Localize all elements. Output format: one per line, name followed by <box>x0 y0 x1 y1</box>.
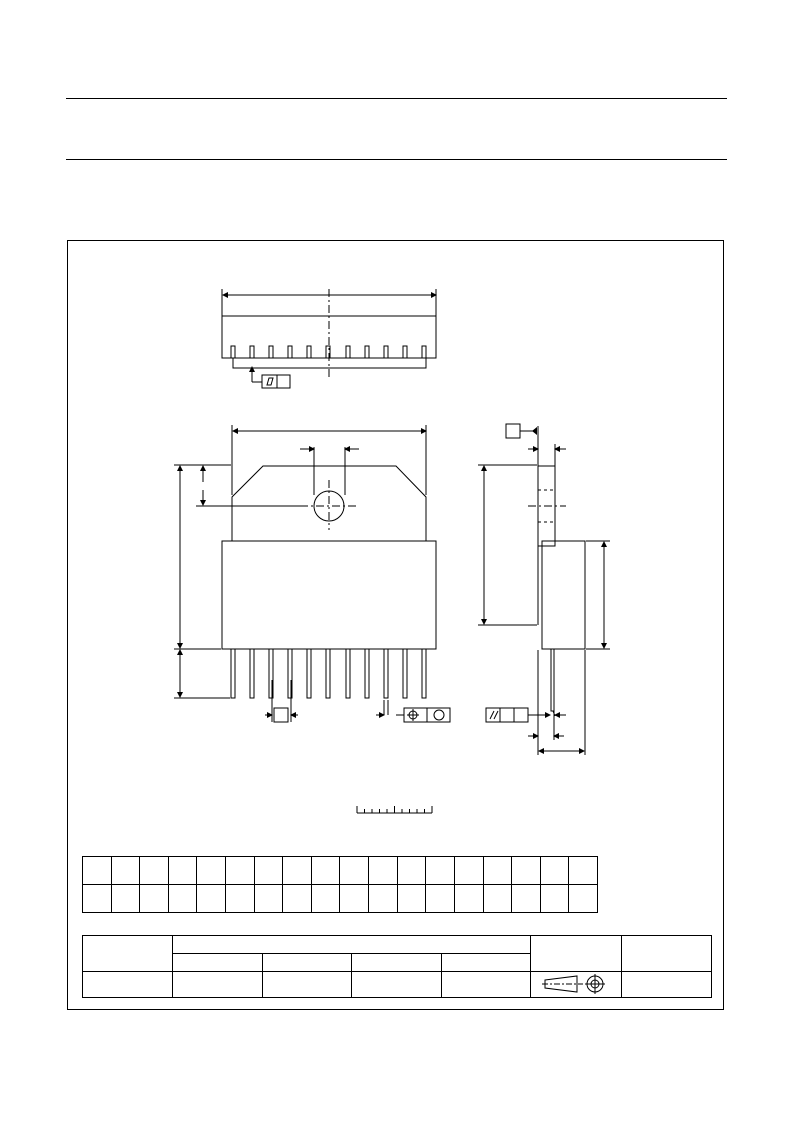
reference-subheader-cell <box>441 954 530 972</box>
table-cell <box>540 857 569 885</box>
scale-bar <box>357 806 432 813</box>
table-cell <box>111 857 140 885</box>
flatness-frame <box>262 375 290 388</box>
table-cell <box>254 885 283 913</box>
issue-date-header-cell <box>621 936 711 972</box>
projection-cell <box>531 972 621 998</box>
table-cell <box>454 857 483 885</box>
table-cell <box>540 885 569 913</box>
table-cell <box>397 857 426 885</box>
table-cell <box>340 857 369 885</box>
table-cell <box>426 857 455 885</box>
datum-frame <box>506 424 520 438</box>
table-cell <box>311 885 340 913</box>
table-cell <box>283 885 312 913</box>
dimension-table <box>82 856 598 913</box>
table-cell <box>369 885 398 913</box>
table-cell <box>254 857 283 885</box>
reference-value-cell <box>262 972 351 998</box>
outline-version-table <box>82 935 712 998</box>
table-cell <box>140 857 169 885</box>
projection-header-cell <box>531 936 621 972</box>
table-row <box>83 857 598 885</box>
reference-subheader-cell <box>262 954 351 972</box>
top-view <box>222 289 436 388</box>
table-cell <box>226 885 255 913</box>
outline-version-value <box>83 972 173 998</box>
reference-subheader-cell <box>352 954 441 972</box>
reference-value-cell <box>173 972 262 998</box>
table-row <box>83 885 598 913</box>
front-view-pins <box>231 649 426 698</box>
table-cell <box>569 885 598 913</box>
outline-version-cell <box>83 936 173 972</box>
table-cell <box>168 885 197 913</box>
table-cell <box>512 885 541 913</box>
table-row <box>83 972 712 998</box>
reference-subheader-cell <box>173 954 262 972</box>
table-cell <box>426 885 455 913</box>
table-cell <box>340 885 369 913</box>
table-cell <box>454 885 483 913</box>
reference-value-cell <box>441 972 530 998</box>
table-cell <box>397 885 426 913</box>
first-angle-projection-icon <box>541 973 611 995</box>
table-row <box>83 936 712 954</box>
reference-value-cell <box>352 972 441 998</box>
table-cell <box>83 885 112 913</box>
table-cell <box>283 857 312 885</box>
side-view <box>478 424 610 755</box>
table-cell <box>311 857 340 885</box>
table-cell <box>569 857 598 885</box>
table-cell <box>369 857 398 885</box>
table-cell <box>111 885 140 913</box>
table-cell <box>197 885 226 913</box>
table-cell <box>140 885 169 913</box>
table-cell <box>483 857 512 885</box>
table-cell <box>83 857 112 885</box>
pitch-box <box>274 708 288 722</box>
front-view <box>174 425 450 722</box>
table-cell <box>512 857 541 885</box>
table-cell <box>197 857 226 885</box>
table-cell <box>483 885 512 913</box>
table-cell <box>168 857 197 885</box>
references-header-cell <box>173 936 531 954</box>
issue-date-cell <box>621 972 711 998</box>
table-cell <box>226 857 255 885</box>
